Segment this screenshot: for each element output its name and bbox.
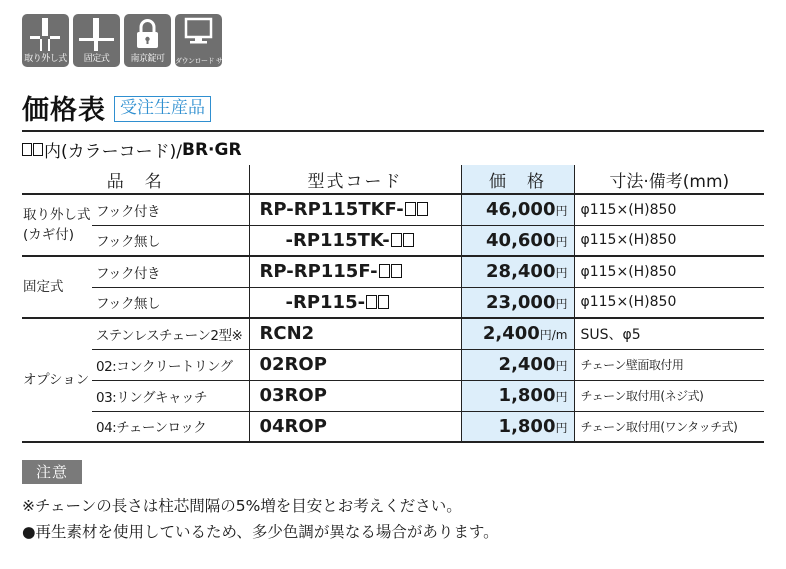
icon-label: 南京錠可 — [130, 54, 165, 64]
row-code: 04ROP — [249, 411, 461, 442]
color-code-suffix: 内(カラーコード)/ — [44, 142, 182, 162]
row-item: 04:チェーンロック — [92, 411, 249, 442]
price-value: 46,000 — [486, 199, 556, 221]
row-dims: チェーン取付用(ワンタッチ式) — [574, 411, 764, 442]
row-price — [461, 380, 574, 411]
row-code — [249, 194, 461, 225]
placeholder-box-icon — [403, 233, 414, 247]
feature-icons — [22, 14, 242, 67]
price-unit: 円 — [555, 359, 568, 373]
table-row — [22, 287, 764, 318]
note-line: ※チェーンの長さは柱芯間隔の5%増を目安とお考えください。 — [22, 497, 462, 515]
padlock-icon — [124, 14, 171, 67]
icon-label: 固定式 — [83, 54, 110, 64]
table-row — [22, 411, 764, 442]
icon-label: 取り外し式 — [24, 54, 67, 64]
code-text: RP-RP115TKF- — [259, 199, 404, 221]
price-value: 28,400 — [486, 261, 556, 283]
row-dims: φ115×(H)850 — [574, 256, 764, 287]
row-dims: φ115×(H)850 — [574, 287, 764, 318]
price-unit: 円 — [555, 390, 568, 404]
row-item: 03:リングキャッチ — [92, 380, 249, 411]
page-title: 価格表 — [22, 95, 106, 126]
row-item: フック無し — [92, 225, 249, 256]
price-unit: 円 — [555, 204, 568, 219]
row-price — [461, 318, 574, 349]
fixed-install-icon — [73, 14, 120, 67]
row-price — [461, 256, 574, 287]
price-value: 1,800 — [498, 385, 556, 406]
placeholder-box-icon — [366, 295, 377, 309]
row-dims: φ115×(H)850 — [574, 194, 764, 225]
row-dims: チェーン壁面取付用 — [574, 349, 764, 380]
placeholder-box-icon — [405, 202, 416, 216]
title-divider — [22, 130, 764, 132]
row-code: RCN2 — [249, 318, 461, 349]
row-dims: チェーン取付用(ネジ式) — [574, 380, 764, 411]
row-item: フック付き — [92, 256, 249, 287]
made-to-order-badge: 受注生産品 — [114, 96, 211, 122]
price-value: 2,400 — [498, 354, 556, 375]
placeholder-box-icon — [417, 202, 428, 216]
price-table — [22, 165, 764, 443]
category-fixed: 固定式 — [22, 256, 92, 318]
header-code: 型式コード — [249, 165, 461, 194]
table-row — [22, 225, 764, 256]
download-service-icon — [175, 14, 242, 67]
remove-install-icon — [22, 14, 69, 67]
row-code: 02ROP — [249, 349, 461, 380]
price-unit: 円 — [555, 296, 568, 311]
table-header-row — [22, 165, 764, 194]
row-price — [461, 411, 574, 442]
color-code-line — [22, 137, 242, 162]
color-code-values: BR·GR — [182, 139, 242, 160]
placeholder-box-icon — [391, 233, 402, 247]
row-code — [249, 225, 461, 256]
code-text: RP-RP115F- — [259, 261, 378, 283]
row-dims: SUS、φ5 — [574, 318, 764, 349]
row-code: 03ROP — [249, 380, 461, 411]
table-row — [22, 194, 764, 225]
price-unit: 円/m — [539, 328, 568, 343]
table-row — [22, 256, 764, 287]
category-option: オプション — [22, 318, 92, 442]
table-row — [22, 349, 764, 380]
row-item: フック付き — [92, 194, 249, 225]
price-value: 40,600 — [486, 229, 556, 251]
price-unit: 円 — [555, 266, 568, 281]
placeholder-box-icon — [33, 143, 43, 156]
row-item: 02:コンクリートリング — [92, 349, 249, 380]
price-unit: 円 — [555, 420, 568, 435]
header-item: 品 名 — [22, 165, 249, 194]
notes-label: 注意 — [22, 460, 82, 484]
table-row — [22, 318, 764, 349]
note-line: ●再生素材を使用しているため、多少色調が異なる場合があります。 — [22, 523, 499, 541]
code-text: -RP115- — [285, 291, 366, 313]
placeholder-box-icon — [22, 143, 32, 156]
header-price: 価 格 — [461, 165, 574, 194]
row-code — [249, 256, 461, 287]
table-row — [22, 380, 764, 411]
row-price — [461, 225, 574, 256]
row-dims: φ115×(H)850 — [574, 225, 764, 256]
row-item: フック無し — [92, 287, 249, 318]
title-row — [22, 88, 211, 127]
code-text: -RP115TK- — [285, 229, 390, 251]
header-dims: 寸法·備考(mm) — [574, 165, 764, 194]
price-value: 23,000 — [486, 291, 556, 313]
row-price — [461, 349, 574, 380]
placeholder-box-icon — [378, 295, 389, 309]
price-unit: 円 — [555, 234, 568, 249]
placeholder-box-icon — [391, 264, 402, 278]
row-price — [461, 194, 574, 225]
row-price — [461, 287, 574, 318]
row-item: ステンレスチェーン2型※ — [92, 318, 249, 349]
price-value: 1,800 — [498, 415, 556, 437]
row-code — [249, 287, 461, 318]
placeholder-box-icon — [379, 264, 390, 278]
price-value: 2,400 — [482, 323, 540, 345]
category-removable: 取り外し式 (カギ付) — [22, 194, 92, 256]
icon-label: ダウンロード サービス — [175, 57, 242, 65]
